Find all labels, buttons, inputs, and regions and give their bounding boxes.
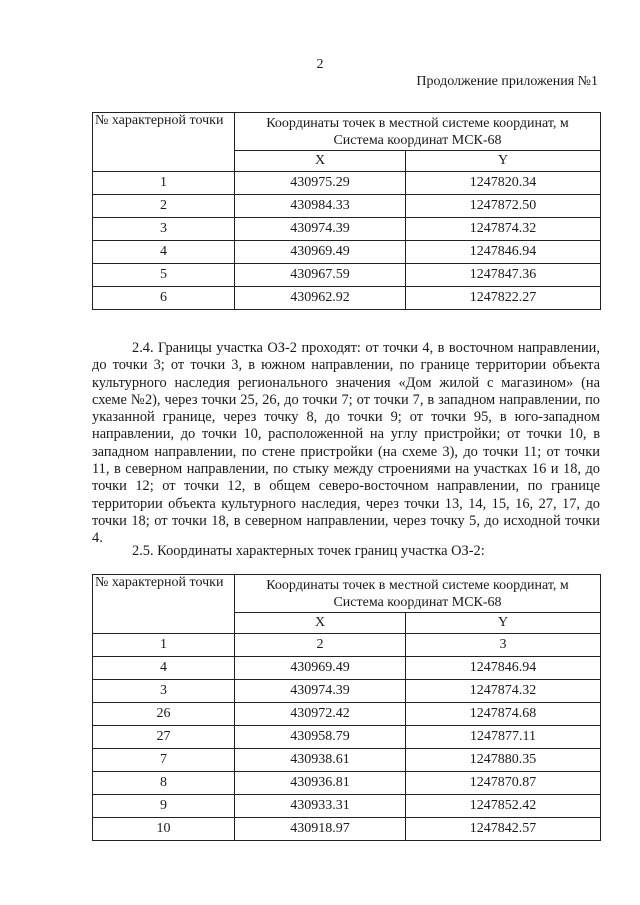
table-row <box>93 726 601 749</box>
header-y: Y <box>406 151 601 172</box>
point-number: 1 <box>93 172 235 195</box>
x-value: 430938.61 <box>235 749 406 772</box>
table-row <box>93 287 601 310</box>
table-row <box>93 172 601 195</box>
y-value: 1247820.34 <box>406 172 601 195</box>
point-number: 27 <box>93 726 235 749</box>
appendix-note: Продолжение приложения №1 <box>416 74 598 89</box>
x-value: 430975.29 <box>235 172 406 195</box>
x-value: 430972.42 <box>235 703 406 726</box>
column-numbering-row <box>93 634 601 657</box>
y-value: 1247846.94 <box>406 657 601 680</box>
table-row <box>93 680 601 703</box>
y-value: 1247874.68 <box>406 703 601 726</box>
y-value: 1247846.94 <box>406 241 601 264</box>
coordinates-table-1 <box>92 112 601 310</box>
header-point-number: № характерной точки <box>93 575 235 634</box>
column-number: 1 <box>93 634 235 657</box>
header-coordinates <box>235 575 601 613</box>
y-value: 1247874.32 <box>406 680 601 703</box>
x-value: 430918.97 <box>235 818 406 841</box>
column-number: 2 <box>235 634 406 657</box>
header-coordinates-line2: Система координат МСК-68 <box>333 595 502 610</box>
table-row <box>93 703 601 726</box>
table-row <box>93 795 601 818</box>
y-value: 1247880.35 <box>406 749 601 772</box>
point-number: 5 <box>93 264 235 287</box>
x-value: 430962.92 <box>235 287 406 310</box>
x-value: 430969.49 <box>235 241 406 264</box>
header-x: X <box>235 613 406 634</box>
x-value: 430936.81 <box>235 772 406 795</box>
header-coordinates-line1: Координаты точек в местной системе координат, м <box>266 578 569 593</box>
point-number: 8 <box>93 772 235 795</box>
header-point-number: № характерной точки <box>93 113 235 172</box>
column-number: 3 <box>406 634 601 657</box>
table-row <box>93 218 601 241</box>
table-row <box>93 749 601 772</box>
x-value: 430958.79 <box>235 726 406 749</box>
x-value: 430984.33 <box>235 195 406 218</box>
point-number: 9 <box>93 795 235 818</box>
table-row <box>93 241 601 264</box>
y-value: 1247872.50 <box>406 195 601 218</box>
x-value: 430969.49 <box>235 657 406 680</box>
x-value: 430974.39 <box>235 218 406 241</box>
y-value: 1247822.27 <box>406 287 601 310</box>
point-number: 26 <box>93 703 235 726</box>
y-value: 1247870.87 <box>406 772 601 795</box>
page-number: 2 <box>316 57 324 72</box>
point-number: 10 <box>93 818 235 841</box>
x-value: 430967.59 <box>235 264 406 287</box>
point-number: 6 <box>93 287 235 310</box>
point-number: 4 <box>93 241 235 264</box>
table-row <box>93 818 601 841</box>
y-value: 1247874.32 <box>406 218 601 241</box>
y-value: 1247842.57 <box>406 818 601 841</box>
table-row <box>93 657 601 680</box>
point-number: 2 <box>93 195 235 218</box>
point-number: 4 <box>93 657 235 680</box>
point-number: 3 <box>93 680 235 703</box>
table-row <box>93 264 601 287</box>
x-value: 430974.39 <box>235 680 406 703</box>
y-value: 1247877.11 <box>406 726 601 749</box>
y-value: 1247847.36 <box>406 264 601 287</box>
table-row <box>93 195 601 218</box>
header-coordinates-line1: Координаты точек в местной системе координат, м <box>266 116 569 131</box>
y-value: 1247852.42 <box>406 795 601 818</box>
header-coordinates-line2: Система координат МСК-68 <box>333 133 502 148</box>
paragraph-2-4: 2.4. Границы участка ОЗ-2 проходят: от точки 4, в восточном направлении, до точки 3; от точки 3, в южном направлении, по границе территории объекта культурного наследия регионального значения «Дом жилой с магазином» (на схеме №2), через точки 25, 26, до точки 7; от точки 7, в западном направлении, по указанной границе, через точку 8, до точки 9; от точки 95, в юго-западном направлении, до точки 10, расположенной на углу пристройки; от точки 10, в западном направлении, по стене пристройки (на схеме 3), до точки 11; от точки 11, в северном направлении, по стыку между строениями на участках 16 и 18, до точки 12; от точки 12, в общем северо-восточном направлении, по границе территории объекта культурного наследия, через точки 13, 14, 15, 16, 27, 17, до точки 18; от точки 18, в северном направлении, через точку 5, до исходной точки 4. <box>92 340 600 547</box>
point-number: 7 <box>93 749 235 772</box>
point-number: 3 <box>93 218 235 241</box>
table-row <box>93 772 601 795</box>
header-y: Y <box>406 613 601 634</box>
x-value: 430933.31 <box>235 795 406 818</box>
header-coordinates <box>235 113 601 151</box>
paragraph-2-5: 2.5. Координаты характерных точек границ участка ОЗ-2: <box>132 543 485 559</box>
header-x: X <box>235 151 406 172</box>
coordinates-table-2 <box>92 574 601 841</box>
